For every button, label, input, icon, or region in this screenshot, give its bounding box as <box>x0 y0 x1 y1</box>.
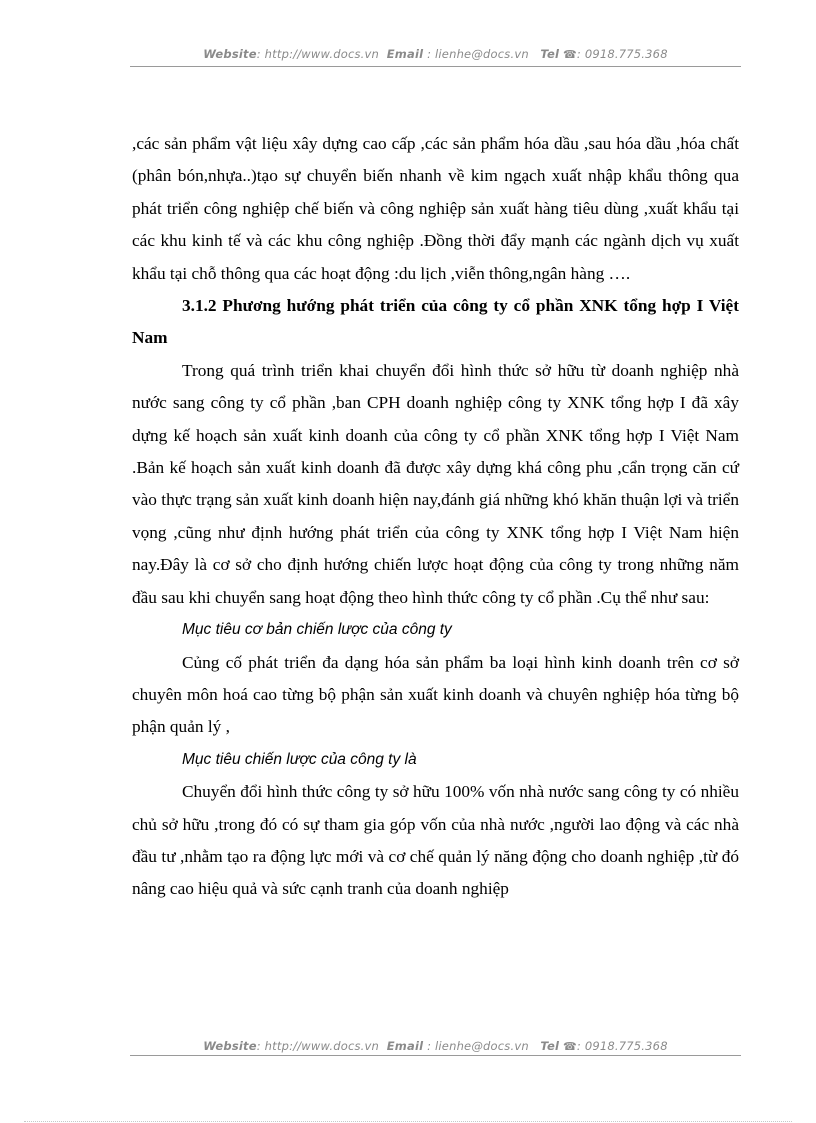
paragraph-intro: ,các sản phẩm vật liệu xây dựng cao cấp ,các sản phẩm hóa dầu ,sau hóa dầu ,hóa chất (phân bón,nhựa..)tạo sự chuyển biến nhanh về kim ngạch xuất nhập khẩu thông qua phát triển công nghiệp chế biến và công nghiệp sản xuất hàng tiêu dùng ,xuất khẩu tại các khu kinh tế và các khu công nghiệp .Đồng thời đẩy mạnh các ngành dịch vụ xuất khẩu tại chỗ thông qua các hoạt động :du lịch ,viễn thông,ngân hàng …. <box>132 134 739 283</box>
phone-icon: ☎ <box>563 48 577 61</box>
document-body <box>132 128 739 906</box>
paragraph-plan: Trong quá trình triển khai chuyển đổi hình thức sở hữu từ doanh nghiệp nhà nước sang công ty cổ phần ,ban CPH doanh nghiệp công ty XNK tổng hợp I đã xây dựng kế hoạch sản xuất kinh doanh của công ty cổ phần XNK tổng hợp I Việt Nam .Bản kế hoạch sản xuất kinh doanh đã được xây dựng khá công phu ,cẩn trọng căn cứ vào thực trạng sản xuất kinh doanh hiện nay,đánh giá những khó khăn thuận lợi và triển vọng ,cũng như định hướng phát triển của công ty XNK tổng hợp I Việt Nam hiện nay.Đây là cơ sở cho định hướng chiến lược hoạt động của công ty trong những năm đầu sau khi chuyển sang hoạt động theo hình thức công ty cổ phần .Cụ thể như sau: <box>132 360 739 607</box>
footer-email-link[interactable]: : lienhe@docs.vn <box>423 1039 529 1053</box>
page-header <box>130 47 741 61</box>
header-email-label: Email <box>386 47 424 61</box>
header-tel-value: : 0918.775.368 <box>576 47 668 61</box>
footer-tel-label: Tel <box>540 1039 560 1053</box>
header-email-link[interactable]: : lienhe@docs.vn <box>423 47 529 61</box>
footer-website-label: Website <box>203 1039 257 1053</box>
phone-icon: ☎ <box>563 1040 577 1053</box>
header-tel-label: Tel <box>540 47 560 61</box>
header-website-link[interactable]: : http://www.docs.vn <box>256 47 380 61</box>
header-rule <box>130 66 741 67</box>
page-edge-divider <box>24 1121 792 1122</box>
footer-email-label: Email <box>386 1039 424 1053</box>
page-footer <box>130 1039 741 1053</box>
paragraph-basic-goal: Củng cố phát triển đa dạng hóa sản phẩm ba loại hình kinh doanh trên cơ sở chuyên môn hoá cao từng bộ phận sản xuất kinh doanh và chuyên nghiệp hóa từng bộ phận quản lý , <box>132 652 739 737</box>
subheading-basic-goal: Mục tiêu cơ bản chiến lược của công ty <box>182 621 452 639</box>
footer-rule <box>130 1055 741 1056</box>
footer-tel-value: : 0918.775.368 <box>576 1039 668 1053</box>
subheading-strategic-goal: Mục tiêu chiến lược của công ty là <box>182 750 417 768</box>
footer-website-link[interactable]: : http://www.docs.vn <box>256 1039 380 1053</box>
section-heading: 3.1.2 Phương hướng phát triển của công ty cổ phần XNK tổng hợp I Việt Nam <box>132 296 739 348</box>
header-website-label: Website <box>203 47 257 61</box>
paragraph-strategic-goal: Chuyển đổi hình thức công ty sở hữu 100% vốn nhà nước sang công ty có nhiều chủ sở hữu ,trong đó có sự tham gia góp vốn của nhà nước ,người lao động và các nhà đầu tư ,nhằm tạo ra động lực mới và cơ chế quản lý năng động cho doanh nghiệp ,từ đó nâng cao hiệu quả và sức cạnh tranh của doanh nghiệp <box>132 782 739 899</box>
